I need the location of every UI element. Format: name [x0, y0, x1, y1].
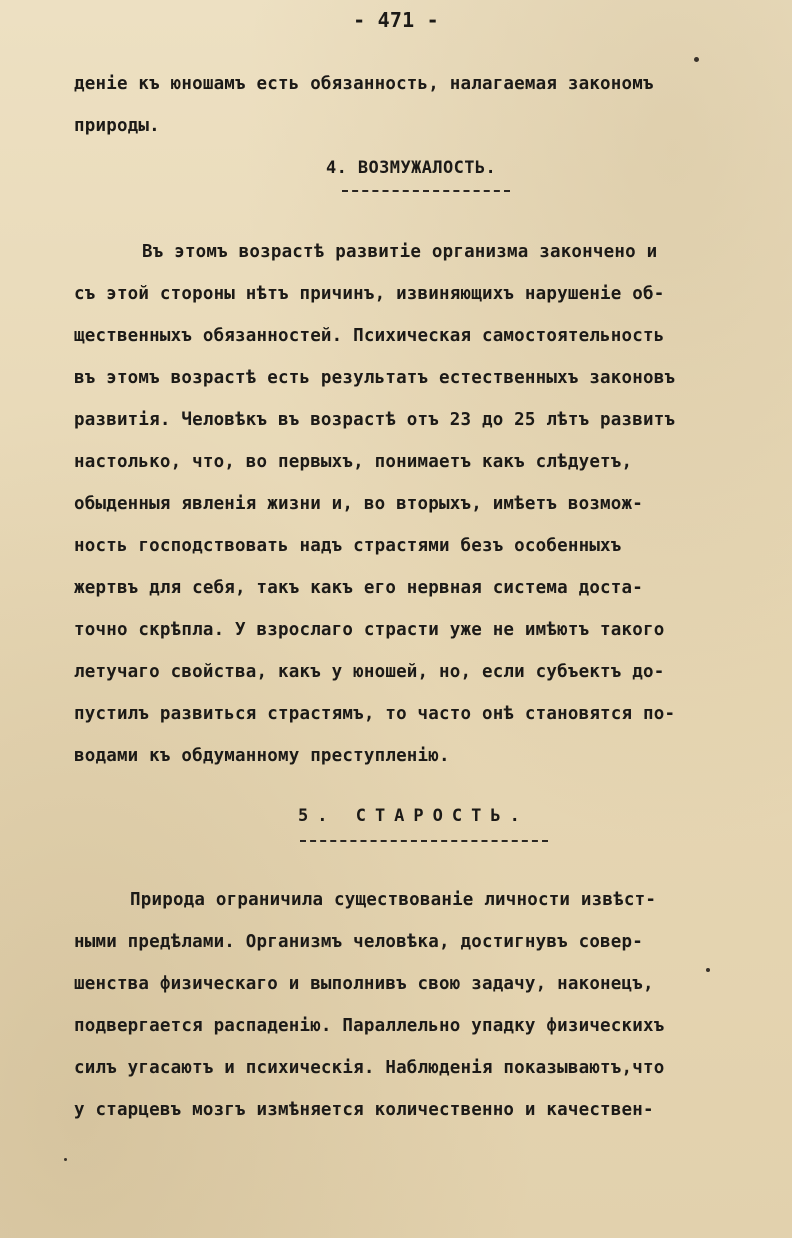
paragraph-line: у старцевъ мозгъ измѣняется количественно и качествен-: [74, 1100, 654, 1120]
paragraph-line: жертвъ для себя, такъ какъ его нервная система доста-: [74, 578, 644, 598]
heading-underline: [300, 840, 548, 842]
intro-line: деніе къ юношамъ есть обязанность, налагаемая закономъ: [74, 74, 654, 94]
paragraph-line: ность господствовать надъ страстями безъ особенныхъ: [74, 536, 622, 556]
heading-underline: [342, 190, 510, 192]
paragraph-line: шенства физическаго и выполнивъ свою задачу, наконецъ,: [74, 974, 654, 994]
ink-speck: [694, 57, 699, 62]
paragraph-line: пустилъ развиться страстямъ, то часто онѣ становятся по-: [74, 704, 676, 724]
paragraph-line: развитія. Человѣкъ въ возрастѣ отъ 23 до 25 лѣтъ развитъ: [74, 410, 676, 430]
paragraph-line: обыденныя явленія жизни и, во вторыхъ, имѣетъ возмож-: [74, 494, 644, 514]
paragraph-line: водами къ обдуманному преступленію.: [74, 746, 450, 766]
paragraph-line: точно скрѣпла. У взрослаго страсти уже не имѣютъ такого: [74, 620, 665, 640]
intro-line: природы.: [74, 116, 160, 136]
paragraph-line: подвергается распаденію. Параллельно упадку физическихъ: [74, 1016, 665, 1036]
paragraph-line: летучаго свойства, какъ у юношей, но, если субъектъ до-: [74, 662, 665, 682]
paragraph-line: настолько, что, во первыхъ, понимаетъ какъ слѣдуетъ,: [74, 452, 633, 472]
section-heading-maturity: 4. ВОЗМУЖАЛОСТЬ.: [326, 158, 497, 178]
ink-speck: [64, 1158, 67, 1161]
paragraph-line: ными предѣлами. Организмъ человѣка, достигнувъ совер-: [74, 932, 644, 952]
page-number: - 471 -: [353, 8, 439, 32]
paragraph-line: щественныхъ обязанностей. Психическая самостоятельность: [74, 326, 665, 346]
section-heading-old-age: 5. СТАРОСТЬ.: [298, 806, 529, 826]
paragraph-line: силъ угасаютъ и психическія. Наблюденія показываютъ,что: [74, 1058, 665, 1078]
paragraph-line: Природа ограничила существованіе личности извѣст-: [130, 890, 657, 910]
paragraph-line: съ этой стороны нѣтъ причинъ, извиняющихъ нарушеніе об-: [74, 284, 665, 304]
paragraph-line: Въ этомъ возрастѣ развитіе организма закончено и: [142, 242, 658, 262]
ink-speck: [706, 968, 710, 972]
paragraph-line: въ этомъ возрастѣ есть результатъ естественныхъ законовъ: [74, 368, 676, 388]
